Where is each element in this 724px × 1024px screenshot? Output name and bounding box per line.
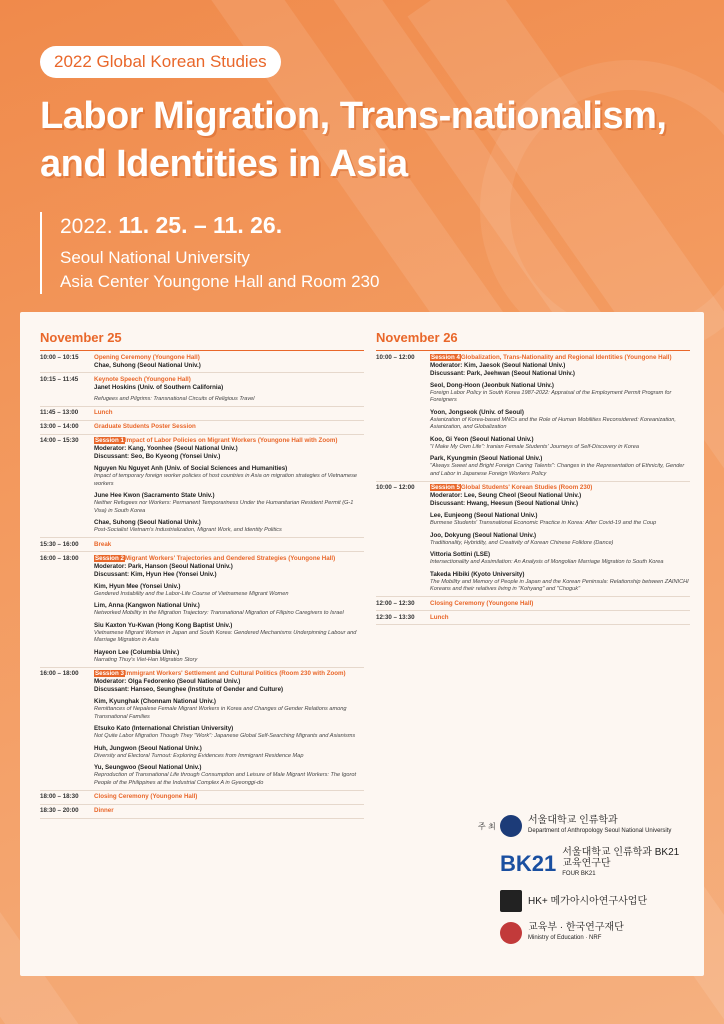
presenter-name: Etsuko Kato (International Christian University) (94, 725, 234, 732)
paper-title: "Always Sweet and Bright Foreign Caring Talents": Changes in the Representation of Ethnicity, Gender and Labor in Japanese Foreign Workers Policy (430, 463, 685, 477)
presenter-name: Kim, Hyun Mee (Yonsei Univ.) (94, 582, 181, 590)
paper-title: The Mobility and Memory of People in Japan and the Korean Peninsula: Relationship between ZAINICHI Koreans and their relatives living in "Kohyang" and "Choguk" (430, 578, 689, 592)
series-pill: 2022 Global Korean Studies (40, 46, 281, 78)
slot-title-text: Global Students' Korean Studies (Room 230) (460, 484, 593, 491)
slot-title (430, 354, 690, 362)
slot-title (94, 354, 364, 362)
bk21-logo-icon: BK21 (500, 850, 557, 876)
paper-title: Vietnamese Migrant Women in Japan and South Korea: Gendered Mechanisms Underpinning Labour and Marriage Migration in Asia (94, 629, 357, 643)
slot-title-text: Lunch (94, 409, 113, 416)
schedule-slot (40, 538, 364, 552)
schedule-slot (40, 351, 364, 373)
presentation (430, 571, 690, 594)
slot-title (94, 670, 364, 678)
slot-role-line: Janet Hoskins (Univ. of Southern California) (94, 383, 224, 391)
paper-title: Intersectionality and Assimilation: An Analysis of Mongolian Marriage Migration to South Korea (430, 559, 664, 565)
session-badge: Session 5 (431, 484, 460, 491)
slot-title-text: Keynote Speech (Youngone Hall) (94, 375, 191, 383)
slot-title-text: Closing Ceremony (Youngone Hall) (94, 793, 198, 800)
day1-label: November 25 (40, 330, 122, 345)
moe-emblem-icon (500, 922, 522, 944)
presentation (430, 436, 690, 452)
session-badge: Session 2 (95, 554, 124, 562)
session-badge: Session 1 (95, 437, 124, 444)
schedule-slot (40, 373, 364, 407)
slot-role-line: Discussant: Park, Jeehwan (Seoul National Univ.) (430, 369, 575, 377)
presenter-name: Yu, Seungwoo (Seoul National Univ.) (94, 764, 202, 771)
paper-title: Diversity and Electoral Turnout: Exploring Evidences from Immigrant Residence Map (94, 752, 304, 759)
slot-title-text: Closing Ceremony (Youngone Hall) (430, 599, 534, 607)
presenter-name: Huh, Jungwon (Seoul National Univ.) (94, 744, 202, 752)
presenter-name: Lee, Eunjeong (Seoul National Univ.) (430, 512, 538, 519)
presentation (94, 602, 364, 618)
schedule-slot (40, 421, 364, 435)
schedule-slot (376, 351, 690, 482)
slot-title (94, 409, 364, 417)
presenter-name: Lim, Anna (Kangwon National Univ.) (94, 602, 200, 609)
paper-title: Burmese Students' Transnational Economic Practice in Korea: After Covid-19 and the Coup (430, 520, 657, 526)
schedule-slot (40, 668, 364, 791)
slot-title-text: Globalization, Trans-Nationality and Regional Identities (Youngone Hall) (460, 353, 672, 361)
hk-logo-icon (500, 890, 522, 912)
paper-title: Reproduction of Transnational Life through Consumption and Leisure of Male Migrant Workers: The Igorot People of the Philippines at the Industrial Complex A in Gyeonggi-do (94, 772, 357, 786)
presentation (94, 698, 364, 721)
presentation (94, 764, 364, 787)
paper-title: Narrating Thuy's Viet-Han Migration Story (94, 656, 198, 663)
slot-time: 12:00 – 12:30 (376, 599, 415, 607)
presenter-name: Vittoria Sottini (LSE) (430, 551, 491, 558)
slot-time: 10:00 – 12:00 (376, 353, 415, 361)
slot-role-line: Discussant: Kim, Hyun Hee (Yonsei Univ.) (94, 570, 217, 578)
presentation (94, 745, 364, 761)
slot-time: 10:15 – 11:45 (40, 375, 79, 383)
day2-schedule (376, 351, 690, 625)
schedule-slot (40, 435, 364, 539)
slot-time: 18:00 – 18:30 (40, 793, 79, 800)
presenter-name: Seol, Dong-Hoon (Jeonbuk National Univ.) (430, 381, 554, 389)
presentation (430, 532, 690, 548)
session-badge: Session 3 (95, 670, 124, 677)
presentation (94, 465, 364, 488)
presenter-name: Kim, Kyunghak (Chonnam National Univ.) (94, 698, 216, 705)
slot-time: 14:00 – 15:30 (40, 437, 79, 444)
presentation (94, 622, 364, 645)
slot-role-line: Chae, Suhong (Seoul National Univ.) (94, 361, 201, 369)
slot-title (430, 484, 690, 492)
slot-title-text: Dinner (94, 807, 114, 814)
slot-time: 16:00 – 18:00 (40, 670, 79, 677)
organizer-hk: HK+ 메가아시아연구사업단 (500, 890, 688, 912)
slot-role-line: Moderator: Park, Hanson (Seoul National Univ.) (94, 562, 233, 570)
paper-title: Neither Refugees nor Workers: Permanent Temporariness Under the Humanitarian Resident Permit (G-1 Visa) in South Korea (94, 500, 354, 514)
event-date: 2022. 11. 25. – 11. 26. (60, 212, 283, 238)
presenter-name: Yoon, Jongseok (Univ. of Seoul) (430, 408, 524, 416)
presenter-name: June Hee Kwon (Sacramento State Univ.) (94, 492, 215, 499)
presentation (94, 396, 364, 404)
slot-title (94, 541, 364, 549)
day1-schedule (40, 351, 364, 819)
slot-title (94, 807, 364, 815)
slot-role-line: Discussant: Hanseo, Seunghee (Institute of Gender and Culture) (94, 686, 284, 693)
presentation (430, 551, 690, 567)
host-label: 주 최 (478, 821, 496, 831)
presentation (94, 519, 364, 535)
schedule-slot (40, 407, 364, 421)
day2-label: November 26 (376, 330, 458, 345)
paper-title: Refugees and Pilgrims: Transnational Circuits of Religious Travel (94, 395, 255, 402)
slot-title (94, 423, 364, 431)
slot-title-text: Impact of Labor Policies on Migrant Workers (Youngone Hall with Zoom) (124, 437, 338, 444)
presenter-name: Joo, Dokyung (Seoul National Univ.) (430, 531, 537, 539)
schedule-slot (40, 552, 364, 668)
slot-role-line: Discussant: Seo, Bo Kyeong (Yonsei Univ.) (94, 453, 221, 460)
slot-time: 10:00 – 10:15 (40, 353, 79, 361)
schedule-slot (40, 791, 364, 805)
presenter-name: Nguyen Nu Nguyet Anh (Univ. of Social Sciences and Humanities) (94, 465, 288, 472)
paper-title: Asianization of Korea-based MNCs and the Role of Human Mobilities Reconsidered: Koreanization, Asianization, and Globalization (430, 416, 676, 430)
slot-role-line: Discussant: Hwang, Heesun (Seoul National Univ.) (430, 500, 579, 507)
slot-time: 18:30 – 20:00 (40, 807, 79, 814)
schedule-slot (376, 597, 690, 611)
presentation (430, 455, 690, 478)
paper-title: Gendered Instability and the Labor-Life Course of Vietnamese Migrant Women (94, 590, 289, 597)
day2-column (376, 330, 690, 625)
schedule-slot (376, 482, 690, 598)
organizers (478, 815, 688, 954)
slot-role-line: Moderator: Lee, Seung Cheol (Seoul National Univ.) (430, 492, 582, 499)
presenter-name: Koo, Gi Yeon (Seoul National Univ.) (430, 435, 534, 443)
paper-title: Impact of temporary foreign worker policies of host countries in Asia on migration strategies of Vietnamese workers (94, 473, 358, 487)
slot-title (94, 555, 364, 563)
slot-title-text: Immigrant Workers' Settlement and Cultural Politics (Room 230 with Zoom) (124, 670, 346, 677)
slot-title-text: Migrant Workers' Trajectories and Gendered Strategies (Youngone Hall) (124, 554, 336, 562)
slot-role-line: Moderator: Olga Fedorenko (Seoul National Univ.) (94, 678, 241, 685)
paper-title: Networked Mobility in the Migration Trajectory: Transnational Migration of Filipino Caregivers to Israel (94, 610, 344, 616)
slot-time: 10:00 – 12:00 (376, 484, 415, 491)
presentation (430, 409, 690, 432)
slot-title-text: Lunch (430, 613, 449, 621)
day1-column (40, 330, 364, 819)
presentation (94, 725, 364, 741)
slot-title (430, 600, 690, 608)
presenter-name: Park, Kyungmin (Seoul National Univ.) (430, 455, 543, 462)
slot-time: 12:30 – 13:30 (376, 613, 415, 621)
page-title: Labor Migration, Trans-nationalism, and Identities in Asia (40, 95, 667, 185)
session-badge: Session 4 (431, 353, 460, 361)
slot-title (430, 614, 690, 622)
schedule-slot (40, 805, 364, 819)
organizer-anthropology: 주 최 서울대학교 인류학과 Department of Anthropology Seoul National University (478, 815, 688, 837)
paper-title: Remittances of Nepalese Female Migrant Workers in Korea and Changes of Gender Relations among Transnational Families (94, 706, 347, 720)
slot-title (94, 437, 364, 445)
paper-title: Foreign Labor Policy in South Korea 1987-2022: Appraisal of the Employment Permit Program for Foreigners (430, 389, 672, 403)
slot-title-text: Break (94, 540, 112, 548)
slot-time: 13:00 – 14:00 (40, 423, 79, 430)
organizer-moe-nrf: 교육부 · 한국연구재단 Ministry of Education · NRF (500, 922, 688, 944)
organizer-bk21: BK21 서울대학교 인류학과 BK21 교육연구단 FOUR BK21 (500, 847, 680, 877)
slot-role-line: Moderator: Kim, Jaesok (Seoul National Univ.) (430, 361, 566, 369)
presentation (430, 382, 690, 405)
presenter-name: Takeda Hibiki (Kyoto University) (430, 570, 525, 578)
presentation (94, 492, 364, 515)
slot-time: 16:00 – 18:00 (40, 554, 79, 562)
slot-title (94, 376, 364, 384)
snu-emblem-icon (500, 815, 522, 837)
event-venue: Seoul National University Asia Center Youngone Hall and Room 230 (60, 248, 380, 291)
presenter-name: Hayeon Lee (Columbia Univ.) (94, 648, 180, 656)
slot-title (94, 793, 364, 801)
slot-title-text: Opening Ceremony (Youngone Hall) (94, 353, 200, 361)
paper-title: Traditionality, Hybridity, and Creativity of Korean Chinese Folklore (Dance) (430, 539, 614, 546)
paper-title: Not Quite Labor Migration Though They "Work": Japanese Global Self-Searching Migrants and Asianisms (94, 733, 356, 739)
presenter-name: Chae, Suhong (Seoul National Univ.) (94, 519, 201, 526)
slot-time: 11:45 – 13:00 (40, 409, 79, 416)
presenter-name: Siu Kaxton Yu-Kwan (Hong Kong Baptist Univ.) (94, 621, 233, 629)
slot-time: 15:30 – 16:00 (40, 540, 79, 548)
event-info (40, 212, 379, 294)
slot-title-text: Graduate Students Poster Session (94, 423, 196, 430)
presentation (94, 583, 364, 599)
paper-title: Post-Socialist Vietnam's Industrialization, Migrant Work, and Identity Politics (94, 527, 282, 533)
presentation (430, 512, 690, 528)
presentation (94, 649, 364, 665)
schedule-slot (376, 611, 690, 625)
slot-role-line: Moderator: Kang, Yoonhee (Seoul National Univ.) (94, 445, 238, 452)
paper-title: "I Make My Own Life": Iranian Female Students' Journeys of Self-Discovery in Korea (430, 443, 639, 450)
